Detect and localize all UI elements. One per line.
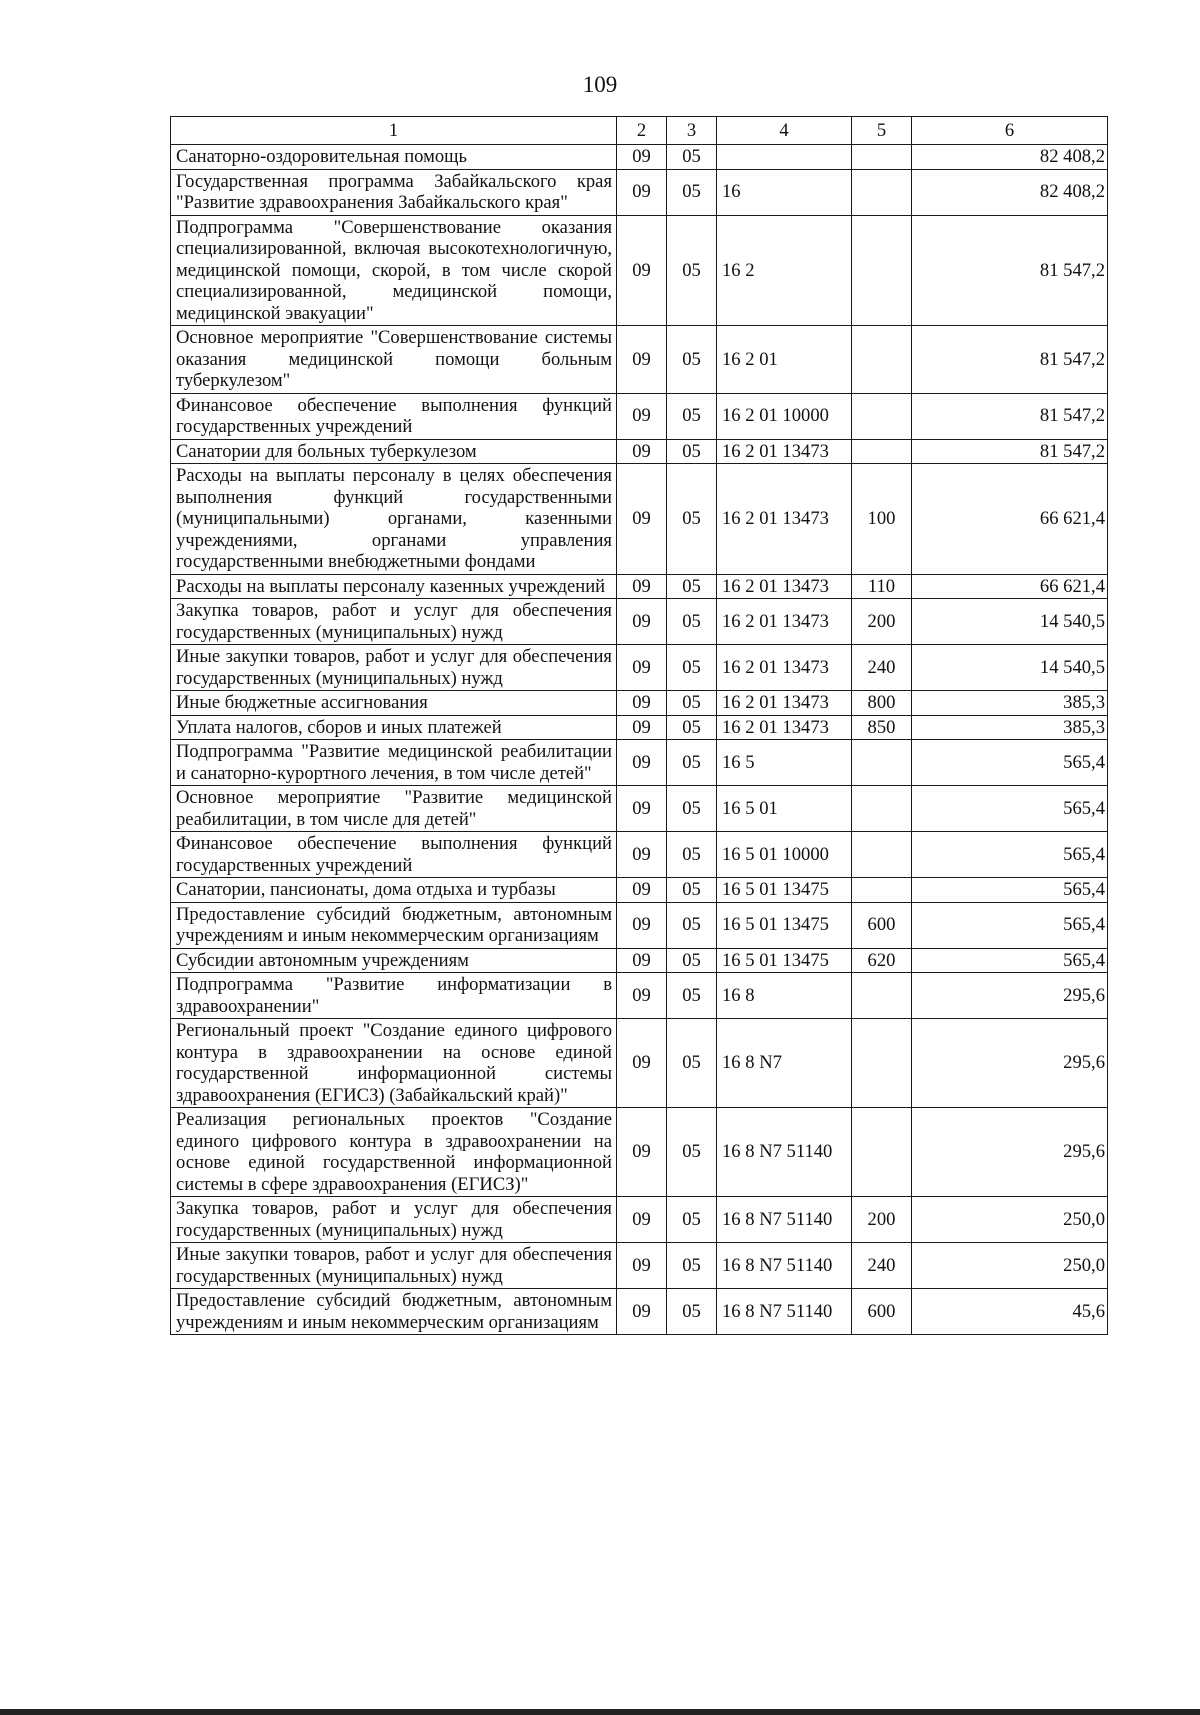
amount-cell: 565,4 [912,902,1108,948]
table-row [171,574,1108,599]
row-name-cell: Основное мероприятие "Совершенствование системы оказания медицинской помощи больным туберкулезом" [171,326,617,394]
section-cell: 09 [617,574,667,599]
expense-type-cell [852,439,912,464]
section-cell: 09 [617,169,667,215]
expense-type-cell [852,740,912,786]
amount-cell: 81 547,2 [912,393,1108,439]
amount-cell: 250,0 [912,1197,1108,1243]
table-row [171,1019,1108,1108]
subsection-cell: 05 [667,832,717,878]
subsection-cell: 05 [667,691,717,716]
subsection-cell: 05 [667,464,717,575]
section-cell: 09 [617,464,667,575]
table-row [171,439,1108,464]
column-header: 4 [717,117,852,145]
expense-type-cell: 850 [852,715,912,740]
target-article-cell: 16 2 [717,215,852,326]
subsection-cell: 05 [667,574,717,599]
table-body [171,145,1108,1335]
expense-type-cell: 200 [852,1197,912,1243]
expense-type-cell: 200 [852,599,912,645]
row-name-cell: Реализация региональных проектов "Создание единого цифрового контура в здравоохранении на основе единой государственной информационной системы в сфере здравоохранения (ЕГИСЗ)" [171,1108,617,1197]
row-name-cell: Иные закупки товаров, работ и услуг для обеспечения государственных (муниципальных) нужд [171,1243,617,1289]
target-article-cell: 16 5 01 [717,786,852,832]
section-cell: 09 [617,645,667,691]
row-name-cell: Расходы на выплаты персоналу казенных учреждений [171,574,617,599]
section-cell: 09 [617,599,667,645]
expense-type-cell [852,832,912,878]
section-cell: 09 [617,948,667,973]
subsection-cell: 05 [667,599,717,645]
subsection-cell: 05 [667,326,717,394]
amount-cell: 295,6 [912,1019,1108,1108]
column-header: 5 [852,117,912,145]
target-article-cell: 16 8 N7 [717,1019,852,1108]
subsection-cell: 05 [667,1243,717,1289]
section-cell: 09 [617,1243,667,1289]
amount-cell: 295,6 [912,973,1108,1019]
column-header: 2 [617,117,667,145]
table-row [171,948,1108,973]
target-article-cell: 16 2 01 13473 [717,599,852,645]
amount-cell: 81 547,2 [912,439,1108,464]
row-name-cell: Санаторно-оздоровительная помощь [171,145,617,170]
amount-cell: 14 540,5 [912,599,1108,645]
expense-type-cell [852,973,912,1019]
expense-type-cell: 600 [852,902,912,948]
table-row [171,786,1108,832]
row-name-cell: Закупка товаров, работ и услуг для обеспечения государственных (муниципальных) нужд [171,599,617,645]
budget-table [170,116,1108,1335]
table-row [171,973,1108,1019]
subsection-cell: 05 [667,948,717,973]
table-row [171,393,1108,439]
subsection-cell: 05 [667,740,717,786]
target-article-cell: 16 2 01 13473 [717,464,852,575]
target-article-cell: 16 5 01 10000 [717,832,852,878]
target-article-cell: 16 2 01 13473 [717,439,852,464]
table-row [171,1108,1108,1197]
target-article-cell: 16 5 01 13475 [717,948,852,973]
table-row [171,169,1108,215]
amount-cell: 250,0 [912,1243,1108,1289]
amount-cell: 385,3 [912,691,1108,716]
target-article-cell: 16 2 01 13473 [717,691,852,716]
header-row [171,117,1108,145]
target-article-cell: 16 5 01 13475 [717,902,852,948]
expense-type-cell: 110 [852,574,912,599]
target-article-cell [717,145,852,170]
column-header: 3 [667,117,717,145]
amount-cell: 14 540,5 [912,645,1108,691]
section-cell: 09 [617,215,667,326]
table-row [171,215,1108,326]
amount-cell: 66 621,4 [912,574,1108,599]
amount-cell: 81 547,2 [912,326,1108,394]
subsection-cell: 05 [667,1289,717,1335]
section-cell: 09 [617,832,667,878]
section-cell: 09 [617,786,667,832]
table-row [171,1289,1108,1335]
subsection-cell: 05 [667,439,717,464]
section-cell: 09 [617,973,667,1019]
amount-cell: 565,4 [912,740,1108,786]
subsection-cell: 05 [667,902,717,948]
expense-type-cell: 600 [852,1289,912,1335]
expense-type-cell: 100 [852,464,912,575]
table-row [171,464,1108,575]
table-row [171,740,1108,786]
row-name-cell: Финансовое обеспечение выполнения функций государственных учреждений [171,393,617,439]
amount-cell: 385,3 [912,715,1108,740]
expense-type-cell [852,1108,912,1197]
row-name-cell: Предоставление субсидий бюджетным, автономным учреждениям и иным некоммерческим организациям [171,902,617,948]
subsection-cell: 05 [667,215,717,326]
row-name-cell: Закупка товаров, работ и услуг для обеспечения государственных (муниципальных) нужд [171,1197,617,1243]
target-article-cell: 16 8 [717,973,852,1019]
amount-cell: 565,4 [912,786,1108,832]
section-cell: 09 [617,1197,667,1243]
column-header: 6 [912,117,1108,145]
subsection-cell: 05 [667,169,717,215]
section-cell: 09 [617,1019,667,1108]
target-article-cell: 16 5 [717,740,852,786]
page-number: 109 [582,72,618,97]
amount-cell: 295,6 [912,1108,1108,1197]
expense-type-cell: 800 [852,691,912,716]
amount-cell: 565,4 [912,878,1108,903]
target-article-cell: 16 8 N7 51140 [717,1289,852,1335]
column-header: 1 [171,117,617,145]
amount-cell: 565,4 [912,832,1108,878]
table-row [171,878,1108,903]
subsection-cell: 05 [667,786,717,832]
table-row [171,145,1108,170]
expense-type-cell [852,786,912,832]
expense-type-cell [852,1019,912,1108]
section-cell: 09 [617,691,667,716]
row-name-cell: Основное мероприятие "Развитие медицинской реабилитации, в том числе для детей" [171,786,617,832]
amount-cell: 82 408,2 [912,169,1108,215]
amount-cell: 66 621,4 [912,464,1108,575]
target-article-cell: 16 [717,169,852,215]
row-name-cell: Подпрограмма "Развитие медицинской реабилитации и санаторно-курортного лечения, в том числе детей" [171,740,617,786]
row-name-cell: Субсидии автономным учреждениям [171,948,617,973]
amount-cell: 45,6 [912,1289,1108,1335]
expense-type-cell [852,215,912,326]
expense-type-cell [852,169,912,215]
table-row [171,1197,1108,1243]
expense-type-cell [852,393,912,439]
table-row [171,1243,1108,1289]
subsection-cell: 05 [667,973,717,1019]
expense-type-cell [852,145,912,170]
expense-type-cell: 620 [852,948,912,973]
target-article-cell: 16 2 01 [717,326,852,394]
row-name-cell: Подпрограмма "Развитие информатизации в здравоохранении" [171,973,617,1019]
row-name-cell: Подпрограмма "Совершенствование оказания специализированной, включая высокотехнологичную, медицинской помощи, скорой, в том числе скорой специализированной, медицинской помощи, медицинской эвакуации" [171,215,617,326]
subsection-cell: 05 [667,145,717,170]
target-article-cell: 16 8 N7 51140 [717,1197,852,1243]
subsection-cell: 05 [667,645,717,691]
amount-cell: 81 547,2 [912,215,1108,326]
table-row [171,326,1108,394]
section-cell: 09 [617,439,667,464]
target-article-cell: 16 8 N7 51140 [717,1243,852,1289]
row-name-cell: Региональный проект "Создание единого цифрового контура в здравоохранении на основе единой государственной информационной системы здравоохранения (ЕГИСЗ) (Забайкальский край)" [171,1019,617,1108]
section-cell: 09 [617,145,667,170]
row-name-cell: Расходы на выплаты персоналу в целях обеспечения выполнения функций государственными (муниципальными) органами, казенными учреждениями, органами управления государственными внебюджетными фондами [171,464,617,575]
subsection-cell: 05 [667,1108,717,1197]
row-name-cell: Финансовое обеспечение выполнения функций государственных учреждений [171,832,617,878]
amount-cell: 82 408,2 [912,145,1108,170]
row-name-cell: Уплата налогов, сборов и иных платежей [171,715,617,740]
section-cell: 09 [617,715,667,740]
table-row [171,599,1108,645]
target-article-cell: 16 2 01 13473 [717,645,852,691]
expense-type-cell: 240 [852,1243,912,1289]
table-row [171,902,1108,948]
section-cell: 09 [617,393,667,439]
subsection-cell: 05 [667,393,717,439]
row-name-cell: Государственная программа Забайкальского края "Развитие здравоохранения Забайкальского края" [171,169,617,215]
subsection-cell: 05 [667,878,717,903]
section-cell: 09 [617,1289,667,1335]
row-name-cell: Иные бюджетные ассигнования [171,691,617,716]
expense-type-cell [852,878,912,903]
target-article-cell: 16 2 01 10000 [717,393,852,439]
section-cell: 09 [617,1108,667,1197]
section-cell: 09 [617,878,667,903]
row-name-cell: Санатории для больных туберкулезом [171,439,617,464]
amount-cell: 565,4 [912,948,1108,973]
subsection-cell: 05 [667,1019,717,1108]
section-cell: 09 [617,740,667,786]
expense-type-cell: 240 [852,645,912,691]
subsection-cell: 05 [667,715,717,740]
table-row [171,832,1108,878]
row-name-cell: Иные закупки товаров, работ и услуг для обеспечения государственных (муниципальных) нужд [171,645,617,691]
scan-edge-divider [0,1709,1200,1715]
table-row [171,645,1108,691]
subsection-cell: 05 [667,1197,717,1243]
expense-type-cell [852,326,912,394]
section-cell: 09 [617,326,667,394]
row-name-cell: Предоставление субсидий бюджетным, автономным учреждениям и иным некоммерческим организациям [171,1289,617,1335]
target-article-cell: 16 2 01 13473 [717,715,852,740]
target-article-cell: 16 2 01 13473 [717,574,852,599]
table-row [171,715,1108,740]
table-row [171,691,1108,716]
row-name-cell: Санатории, пансионаты, дома отдыха и турбазы [171,878,617,903]
target-article-cell: 16 5 01 13475 [717,878,852,903]
section-cell: 09 [617,902,667,948]
target-article-cell: 16 8 N7 51140 [717,1108,852,1197]
